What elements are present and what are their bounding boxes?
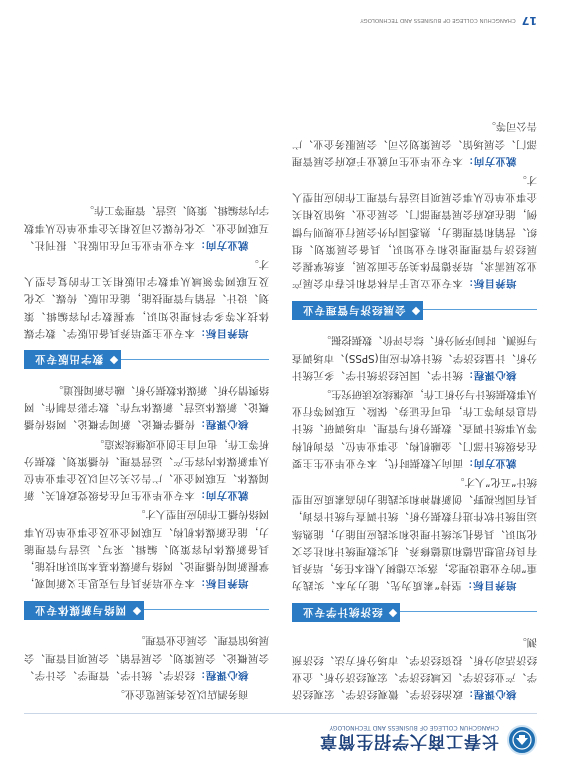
paragraph: [292, 385, 537, 471]
left-column: [292, 115, 537, 702]
paragraph-text: 政治经济学、微观经济学、宏观经济学、产业经济学、区域经济学、宏观经济分析、企业经济活动分析、投资经济学、市场分析方法、经济预测。: [291, 636, 537, 700]
paragraph-text: 经济学、统计学、管理学、会计学、会展概论、会展策划、会展营销、会展项目管理、会展场馆管理、会展企业管理。: [23, 634, 269, 681]
paragraph-text: 本专业立足于吉林省和长春市会展产业发展需求，培养德智体美劳全面发展，系统掌握会展经济与管理理论和专业知识，具备会展策划、组织、营销和管理能力，熟悉国内外会展行业规则与惯例，能在政府会展管理部门、会展企业、场馆及相关企事业单位从事会展项目运营与管理工作的应用型人才。: [291, 173, 537, 290]
section-heading: [24, 601, 269, 619]
paragraph-label: 培养目标：: [462, 277, 517, 290]
paragraph-text: 商务酒店以及各类展览企业。: [114, 688, 249, 700]
paragraph: [24, 505, 269, 591]
page-number: 17: [521, 14, 537, 27]
paragraph-text: 传播学概论、新闻学概论、网络传播概论、新媒体运营、新媒体写作、数字影音制作、网络舆情分析、新媒体数据分析、融合新闻报道。: [23, 383, 269, 431]
paragraph-text: 本专业毕业生可就业于政府会展管理部门、会展场馆、会展策划公司、会展服务企业、广告公司等。: [291, 120, 537, 167]
paragraph-label: 核心课程：: [462, 368, 517, 381]
paragraph: [292, 117, 537, 169]
paragraph-label: 核心课程：: [462, 688, 517, 700]
section-title: 网络与新媒体专业: [24, 601, 144, 620]
paragraph-label: 培养目标：: [194, 326, 249, 339]
paragraph-label: 核心课程：: [194, 668, 249, 681]
header-divider: [24, 713, 537, 714]
logo-title: 长春工商大学招生简章: [319, 731, 499, 751]
paragraph: [292, 473, 537, 593]
paragraph: [292, 633, 537, 702]
page-footer: [360, 14, 537, 27]
paragraph-label: 培养目标：: [194, 577, 249, 590]
seal-icon: [507, 725, 537, 755]
paragraph-label: 就业方向：: [462, 456, 517, 469]
paragraph: [24, 685, 269, 702]
paragraph-text: 本专业主要培养具备出版学、数字媒体技术等多学科理论知识，掌握数字内容编辑、策划、设计、营销与管理技能，能在出版、传媒、文化及互联网等领域从事数字出版相关工作的复合型人才。: [23, 257, 269, 339]
page-header: [0, 710, 561, 768]
paragraph-text: 本专业毕业生可在出版社、报刊社、互联网企业、文化传媒公司及相关企事业单位从事数字内容编辑、策划、运营、管理等工作。: [23, 204, 269, 251]
paragraph: [24, 201, 269, 253]
paragraph-label: 就业方向：: [462, 154, 517, 167]
section-title: 会展经济与管理专业: [292, 301, 424, 320]
paragraph: [292, 331, 537, 383]
paragraph: [24, 381, 269, 433]
paragraph-label: 培养目标：: [461, 579, 517, 592]
paragraph: [24, 434, 269, 503]
paragraph: [24, 255, 269, 341]
logo-subtitle: CHANGCHUN COLLEGE OF BUSINESS AND TECHNOLOGY: [329, 724, 499, 731]
paragraph: [292, 171, 537, 291]
paragraph-text: 坚持“素质为先、能力为本、实践为重”的专业建设理念，落实立德树人根本任务，培养具有良好思想品德和道德修养、扎实数理统计和社会文化知识、具备扎实统计理论和实践应用能力，能熟练运用统计软件进行数据分析、统计调查与统计咨询，具有国际视野、创新精神和实践能力的高素质应用型统计“五化”人才。: [292, 475, 537, 592]
paragraph-label: 就业方向：: [194, 238, 249, 251]
footer-caption: CHANGCHUN COLLEGE OF BUSINESS AND TECHNOLOGY: [360, 17, 516, 24]
section-heading: [292, 301, 537, 319]
paragraph-label: 核心课程：: [194, 418, 249, 431]
paragraph-text: 本专业培养具有马克思主义新闻观，掌握新闻传播理论、网络与新媒体基本知识和技能，具备新媒体内容策划、编辑、采写、运营与管理能力，能在新媒体机构、互联网企业及企事业单位从事网络传播工作的应用型人才。: [23, 508, 269, 590]
section-heading: [24, 351, 269, 369]
university-logo: [319, 724, 537, 756]
paragraph-text: 面向大数据时代，本专业毕业生主要在各级统计部门、金融机构、企事业单位、咨询机构等从事统计调查、数据分析与管理、市场调研、统计信息咨询等工作，也可在证券、保险、互联网等行业从事数据统计与分析工作，或继续攻读研究生。: [291, 387, 537, 469]
section-title: 数字出版专业: [24, 350, 121, 369]
paragraph-text: 统计学、国民经济统计学、多元统计分析、计量经济学、统计软件应用(SPSS)、市场调查与预测、时间序列分析、综合评价、数据挖掘。: [291, 334, 537, 381]
paragraph: [24, 631, 269, 683]
section-heading: [292, 603, 537, 621]
right-column: [24, 199, 269, 702]
paragraph-text: 本专业毕业生可在各级党政机关、新闻媒体、互联网企业、广告公关公司以及企事业单位从事新媒体内容生产、运营管理、传播策划、数据分析等工作，也可自主创业或继续深造。: [23, 437, 269, 502]
section-title: 经济统计学专业: [292, 603, 401, 622]
paragraph-label: 就业方向：: [194, 489, 249, 502]
